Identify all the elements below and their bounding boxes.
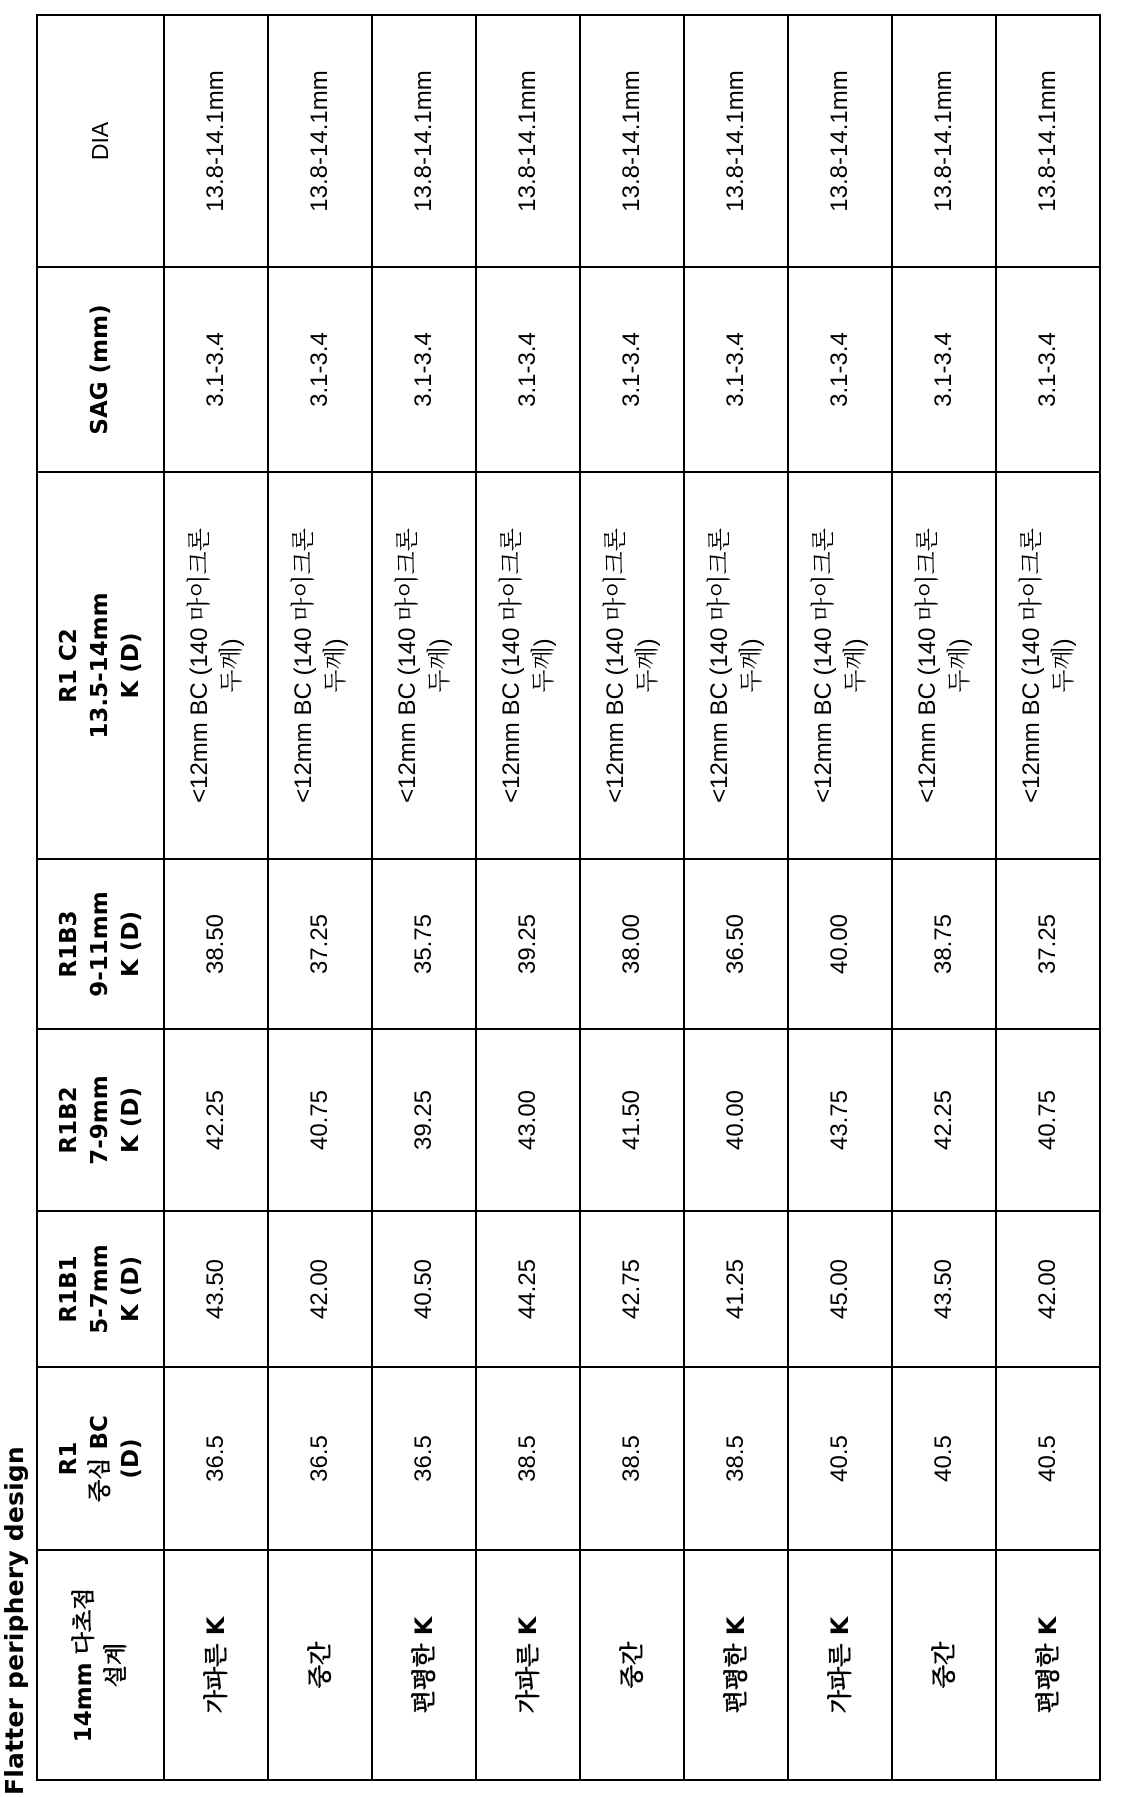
cell-r1: 40.5 xyxy=(788,1367,892,1550)
header-r1c2 xyxy=(37,472,164,859)
cell-sag: 3.1-3.4 xyxy=(788,267,892,472)
cell-r1b3: 37.25 xyxy=(268,859,372,1029)
cell-sag: 3.1-3.4 xyxy=(892,267,996,472)
cell-r1c2-line1: <12mm BC (140 마이크론 xyxy=(497,528,525,803)
cell-r1b1: 41.25 xyxy=(684,1211,788,1367)
cell-dia: 13.8-14.1mm xyxy=(372,15,476,267)
cell-r1c2-line1: <12mm BC (140 마이크론 xyxy=(809,528,837,803)
cell-r1b3: 37.25 xyxy=(996,859,1100,1029)
cell-r1: 36.5 xyxy=(372,1367,476,1550)
cell-r1b3: 40.00 xyxy=(788,859,892,1029)
cell-r1b1: 42.00 xyxy=(268,1211,372,1367)
header-r1b1 xyxy=(37,1211,164,1367)
header-dia: DIA xyxy=(37,15,164,267)
cell-r1c2-line1: <12mm BC (140 마이크론 xyxy=(705,528,733,803)
cell-r1b1: 45.00 xyxy=(788,1211,892,1367)
row-label: 편평한 K xyxy=(372,1550,476,1780)
cell-r1b3: 38.50 xyxy=(164,859,268,1029)
header-r1-line1: R1 xyxy=(55,1441,82,1476)
cell-r1c2-line2: 두께) xyxy=(842,638,869,693)
cell-r1b3: 36.50 xyxy=(684,859,788,1029)
cell-r1b1: 40.50 xyxy=(372,1211,476,1367)
header-design-line1: 14mm 다초점 xyxy=(71,1587,98,1743)
header-r1-line3: (D) xyxy=(118,1438,145,1479)
cell-dia: 13.8-14.1mm xyxy=(996,15,1100,267)
cell-r1c2-line1: <12mm BC (140 마이크론 xyxy=(289,528,317,803)
row-label: 가파른 K xyxy=(788,1550,892,1780)
cell-r1c2 xyxy=(684,472,788,859)
cell-r1c2 xyxy=(996,472,1100,859)
lens-spec-table xyxy=(36,14,1101,1781)
header-r1 xyxy=(37,1367,164,1550)
cell-r1: 38.5 xyxy=(580,1367,684,1550)
header-r1b1-line3: K (D) xyxy=(118,1256,145,1322)
header-design xyxy=(37,1550,164,1780)
header-r1b3 xyxy=(37,859,164,1029)
document-title: Flatter periphery design xyxy=(0,1446,29,1795)
cell-r1b1: 44.25 xyxy=(476,1211,580,1367)
cell-r1b3: 38.75 xyxy=(892,859,996,1029)
cell-r1: 40.5 xyxy=(892,1367,996,1550)
cell-r1c2-line1: <12mm BC (140 마이크론 xyxy=(1017,528,1045,803)
header-r1b3-line3: K (D) xyxy=(118,911,145,977)
cell-sag: 3.1-3.4 xyxy=(476,267,580,472)
cell-r1c2-line2: 두께) xyxy=(530,638,557,693)
cell-r1b2: 39.25 xyxy=(372,1029,476,1211)
cell-sag: 3.1-3.4 xyxy=(268,267,372,472)
cell-dia: 13.8-14.1mm xyxy=(892,15,996,267)
row-label: 편평한 K xyxy=(996,1550,1100,1780)
cell-r1c2-line2: 두께) xyxy=(1050,638,1077,693)
cell-sag: 3.1-3.4 xyxy=(996,267,1100,472)
cell-r1c2 xyxy=(268,472,372,859)
cell-r1c2 xyxy=(788,472,892,859)
cell-r1b1: 43.50 xyxy=(164,1211,268,1367)
cell-sag: 3.1-3.4 xyxy=(580,267,684,472)
rotated-page xyxy=(0,16,1098,1795)
cell-r1c2-line1: <12mm BC (140 마이크론 xyxy=(393,528,421,803)
row-label: 중간 xyxy=(580,1550,684,1780)
cell-dia: 13.8-14.1mm xyxy=(580,15,684,267)
cell-r1b2: 41.50 xyxy=(580,1029,684,1211)
cell-sag: 3.1-3.4 xyxy=(164,267,268,472)
cell-r1b3: 38.00 xyxy=(580,859,684,1029)
cell-r1c2-line1: <12mm BC (140 마이크론 xyxy=(601,528,629,803)
cell-r1b2: 40.00 xyxy=(684,1029,788,1211)
table-row xyxy=(684,15,788,1780)
header-r1b1-line1: R1B1 xyxy=(55,1255,82,1323)
cell-dia: 13.8-14.1mm xyxy=(788,15,892,267)
header-r1b2-line2: 7-9mm xyxy=(86,1075,113,1165)
cell-r1c2 xyxy=(580,472,684,859)
cell-r1c2 xyxy=(892,472,996,859)
cell-r1c2-line2: 두께) xyxy=(218,638,245,693)
header-design-line2: 설계 xyxy=(102,1642,129,1688)
cell-r1c2 xyxy=(164,472,268,859)
table-row xyxy=(372,15,476,1780)
row-label: 중간 xyxy=(268,1550,372,1780)
cell-r1b2: 40.75 xyxy=(268,1029,372,1211)
header-sag: SAG (mm) xyxy=(37,267,164,472)
row-label: 가파른 K xyxy=(476,1550,580,1780)
cell-dia: 13.8-14.1mm xyxy=(268,15,372,267)
cell-r1c2-line2: 두께) xyxy=(738,638,765,693)
cell-r1: 38.5 xyxy=(476,1367,580,1550)
row-label: 가파른 K xyxy=(164,1550,268,1780)
cell-r1c2 xyxy=(372,472,476,859)
header-row xyxy=(37,15,164,1780)
cell-r1c2-line2: 두께) xyxy=(946,638,973,693)
cell-r1c2-line2: 두께) xyxy=(322,638,349,693)
cell-r1: 36.5 xyxy=(268,1367,372,1550)
cell-dia: 13.8-14.1mm xyxy=(684,15,788,267)
cell-dia: 13.8-14.1mm xyxy=(164,15,268,267)
cell-sag: 3.1-3.4 xyxy=(684,267,788,472)
cell-r1c2-line1: <12mm BC (140 마이크론 xyxy=(913,528,941,803)
table-row xyxy=(476,15,580,1780)
header-r1c2-line1: R1 C2 xyxy=(55,628,82,703)
cell-r1b2: 43.00 xyxy=(476,1029,580,1211)
cell-r1c2-line1: <12mm BC (140 마이크론 xyxy=(185,528,213,803)
header-r1-line2: 중심 BC xyxy=(86,1415,113,1502)
header-r1b2-line1: R1B2 xyxy=(55,1086,82,1154)
table-row xyxy=(996,15,1100,1780)
cell-r1b3: 39.25 xyxy=(476,859,580,1029)
cell-r1: 40.5 xyxy=(996,1367,1100,1550)
cell-sag: 3.1-3.4 xyxy=(372,267,476,472)
row-label: 중간 xyxy=(892,1550,996,1780)
table-row xyxy=(164,15,268,1780)
row-label: 편평한 K xyxy=(684,1550,788,1780)
header-r1b3-line2: 9-11mm xyxy=(86,891,113,997)
cell-r1b3: 35.75 xyxy=(372,859,476,1029)
header-r1b3-line1: R1B3 xyxy=(55,910,82,978)
cell-r1b1: 42.00 xyxy=(996,1211,1100,1367)
header-r1b1-line2: 5-7mm xyxy=(86,1244,113,1334)
cell-dia: 13.8-14.1mm xyxy=(476,15,580,267)
cell-r1b2: 42.25 xyxy=(164,1029,268,1211)
cell-r1b2: 43.75 xyxy=(788,1029,892,1211)
table-row xyxy=(580,15,684,1780)
table-row xyxy=(788,15,892,1780)
cell-r1b2: 42.25 xyxy=(892,1029,996,1211)
header-r1b2-line3: K (D) xyxy=(118,1087,145,1153)
cell-r1c2-line2: 두께) xyxy=(426,638,453,693)
cell-r1b2: 40.75 xyxy=(996,1029,1100,1211)
cell-r1b1: 42.75 xyxy=(580,1211,684,1367)
table-row xyxy=(268,15,372,1780)
cell-r1: 38.5 xyxy=(684,1367,788,1550)
cell-r1b1: 43.50 xyxy=(892,1211,996,1367)
header-r1b2 xyxy=(37,1029,164,1211)
table-row xyxy=(892,15,996,1780)
cell-r1: 36.5 xyxy=(164,1367,268,1550)
cell-r1c2-line2: 두께) xyxy=(634,638,661,693)
header-r1c2-line2: 13.5-14mm xyxy=(86,592,113,739)
cell-r1c2 xyxy=(476,472,580,859)
header-r1c2-line3: K (D) xyxy=(118,632,145,699)
